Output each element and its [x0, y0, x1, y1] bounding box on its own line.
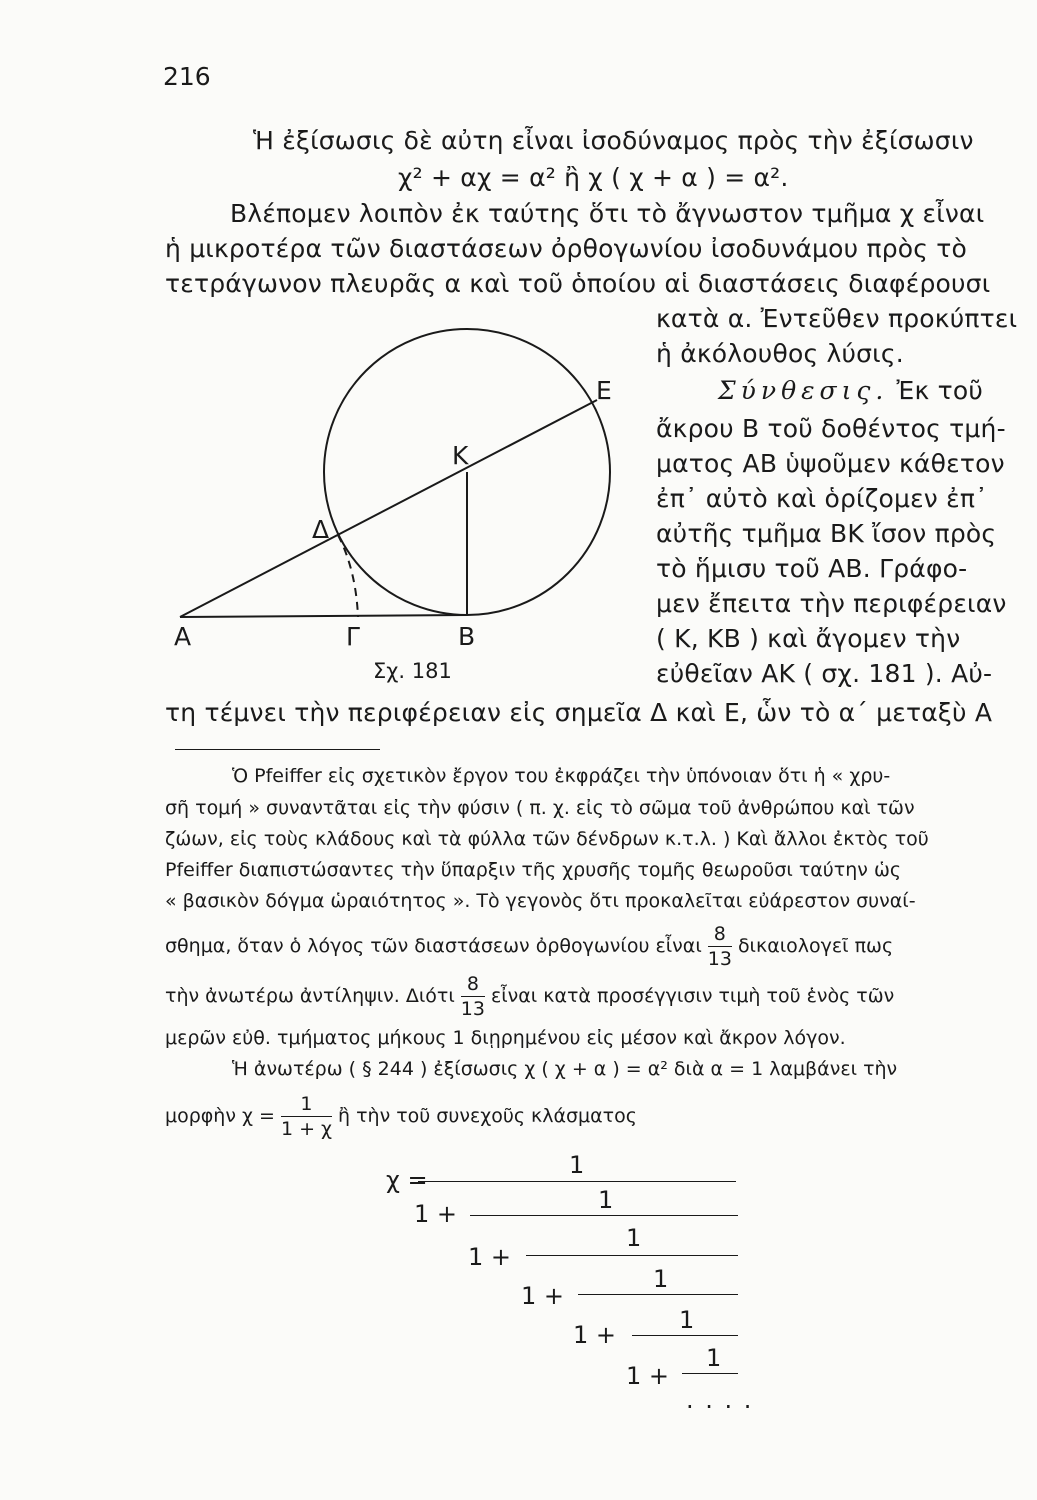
label-e: Ε [596, 376, 612, 405]
body-line-6: κατὰ α. Ἐντεῦθεν προκύπτει [656, 304, 1018, 333]
footnote-line-10-text: μορφὴν χ = [165, 1105, 275, 1127]
footnote-line-10-end: ἢ τὴν τοῦ συνεχοῦς κλάσματος [338, 1105, 637, 1127]
label-g: Γ [346, 622, 360, 651]
body-line-17: τη τέμνει τὴν περιφέρειαν εἰς σημεῖα Δ καὶ Ε, ὧν τὸ α΄ μεταξὺ Α [165, 698, 993, 727]
fraction-numerator: 8 [461, 972, 485, 997]
cf-bar-1 [418, 1181, 736, 1182]
geometry-figure [160, 320, 650, 700]
body-line-15: ( Κ, ΚΒ ) καὶ ἄγομεν τὴν [656, 624, 961, 653]
cf-num-5: 1 [679, 1306, 695, 1334]
secant-ae [180, 400, 597, 617]
footnote-line-7-end: εἶναι κατὰ προσέγγισιν τιμὴ τοῦ ἑνὸς τῶν [490, 985, 895, 1007]
footnote-line-5: « βασικὸν δόγμα ὡραιότητος ». Τὸ γεγονὸς ὅτι προκαλεῖται εὐάρεστον συναί- [165, 890, 916, 912]
page-number: 216 [163, 62, 211, 91]
cf-one-plus-5: 1 + [626, 1362, 670, 1390]
body-line-7: ἡ ἀκόλουθος λύσις. [656, 339, 904, 368]
cf-one-plus-1: 1 + [414, 1200, 458, 1228]
dashed-arc-dg [338, 535, 358, 617]
cf-bar-5 [632, 1335, 738, 1336]
equation-line: χ² + αχ = α² ἢ χ ( χ + α ) = α². [398, 163, 789, 192]
footnote-line-8: μερῶν εὐθ. τμήματος μήκους 1 διῃρημένου εἰς μέσον καὶ ἄκρον λόγον. [165, 1027, 846, 1049]
synthesis-heading: Σύνθεσις. [718, 376, 889, 405]
body-line-14: μεν ἔπειτα τὴν περιφέρειαν [656, 589, 1007, 618]
label-a: Α [174, 622, 192, 651]
fraction-numerator: 1 [281, 1092, 332, 1117]
footnote-line-7-text: τὴν ἀνωτέρω ἀντίληψιν. Διότι [165, 985, 455, 1007]
footnote-line-6-text: σθημα, ὅταν ὁ λόγος τῶν διαστάσεων ὀρθογωνίου εἶναι [165, 935, 702, 957]
cf-bar-3 [526, 1255, 738, 1256]
cf-one-plus-2: 1 + [468, 1243, 512, 1271]
fraction-denominator: 13 [460, 998, 485, 1020]
footnote-line-2: σῆ τομή » συναντᾶται εἰς τὴν φύσιν ( π. χ. εἰς τὸ σῶμα τοῦ ἀνθρώπου καὶ τῶν [165, 797, 915, 819]
footnote-line-10 [165, 1086, 637, 1146]
cf-num-3: 1 [626, 1224, 642, 1252]
footnote-line-7 [165, 966, 894, 1026]
cf-dots: . . . . [686, 1386, 754, 1414]
footnote-rule [175, 749, 380, 750]
fraction-denominator: 13 [707, 948, 732, 970]
label-d: Δ [312, 515, 330, 544]
cf-num-6: 1 [706, 1344, 722, 1372]
fraction-1-over-1-plus-x [281, 1092, 332, 1141]
body-line-11: ἐπ᾿ αὐτὸ καὶ ὁρίζομεν ἐπ᾿ [656, 484, 988, 513]
body-line-8 [718, 376, 983, 406]
body-line-12: αὐτῆς τμῆμα ΒΚ ἴσον πρὸς [656, 519, 997, 548]
cf-bar-6 [682, 1373, 738, 1374]
fraction-8-13-b [461, 972, 485, 1021]
label-b: Β [458, 622, 476, 651]
body-line-13: τὸ ἥμισυ τοῦ ΑΒ. Γράφο- [656, 554, 968, 583]
label-k: Κ [452, 441, 469, 470]
body-line-3: Βλέπομεν λοιπὸν ἐκ ταύτης ὅτι τὸ ἄγνωστον τμῆμα χ εἶναι [230, 199, 985, 228]
cf-bar-2 [470, 1215, 738, 1216]
fraction-8-13-a [708, 922, 732, 971]
cf-one-plus-4: 1 + [573, 1321, 617, 1349]
cf-lhs: χ = [386, 1166, 428, 1194]
footnote-line-1: Ὁ Pfeiffer εἰς σχετικὸν ἔργον του ἐκφράζει τὴν ὑπόνοιαν ὅτι ἡ « χρυ- [232, 765, 891, 787]
cf-one-plus-3: 1 + [521, 1282, 565, 1310]
body-line-1: Ἡ ἐξίσωσις δὲ αὐτη εἶναι ἰσοδύναμος πρὸς τὴν ἐξίσωσιν [253, 126, 974, 155]
body-line-4: ἡ μικροτέρα τῶν διαστάσεων ὀρθογωνίου ἰσοδυνάμου πρὸς τὸ [165, 234, 968, 263]
cf-num-2: 1 [598, 1186, 614, 1214]
body-line-10: ματος ΑΒ ὑψοῦμεν κάθετον [656, 449, 1005, 478]
figure-caption: Σχ. 181 [373, 659, 452, 683]
cf-bar-4 [578, 1294, 738, 1295]
body-line-8-rest: Ἐκ τοῦ [896, 376, 983, 405]
body-line-9: ἄκρου Β τοῦ δοθέντος τμή- [656, 414, 1006, 443]
cf-num-4: 1 [653, 1265, 669, 1293]
footnote-line-3: ζώων, εἰς τοὺς κλάδους καὶ τὰ φύλλα τῶν δένδρων κ.τ.λ. ) Καὶ ἄλλοι ἐκτὸς τοῦ [165, 828, 929, 850]
body-line-16: εὐθεῖαν ΑΚ ( σχ. 181 ). Αὐ- [656, 659, 993, 688]
fraction-numerator: 8 [708, 922, 732, 947]
body-line-5: τετράγωνον πλευρᾶς α καὶ τοῦ ὁποίου αἱ διαστάσεις διαφέρουσι [165, 269, 991, 298]
cf-num-1: 1 [569, 1151, 585, 1179]
fraction-denominator: 1 + χ [280, 1118, 332, 1140]
segment-ab [180, 615, 467, 617]
footnote-line-9: Ἡ ἀνωτέρω ( § 244 ) ἐξίσωσις χ ( χ + α ) = α² διὰ α = 1 λαμβάνει τὴν [232, 1058, 898, 1080]
footnote-line-4: Pfeiffer διαπιστώσαντες τὴν ὕπαρξιν τῆς χρυσῆς τομῆς θεωροῦσι ταύτην ὡς [165, 859, 901, 881]
footnote-line-6-end: δικαιολογεῖ πως [737, 935, 894, 957]
